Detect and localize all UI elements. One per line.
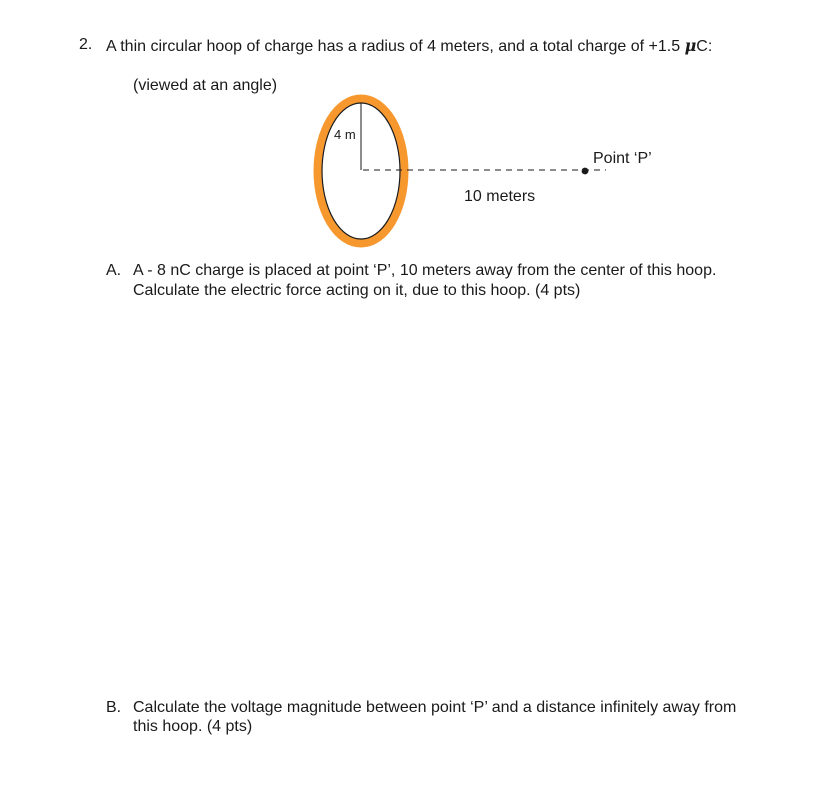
part-b-line-2: this hoop. (4 pts) <box>133 718 253 735</box>
point-p-dot <box>582 168 589 175</box>
part-b-letter: B. <box>106 699 122 716</box>
point-p-label: Point ‘P’ <box>593 150 652 167</box>
part-a-letter: A. <box>106 262 122 279</box>
microcoulomb-c: C: <box>696 38 713 55</box>
part-b-line-1: Calculate the voltage magnitude between point ‘P’ and a distance infinitely away from <box>133 699 737 716</box>
question-text-main: A thin circular hoop of charge has a radius of 4 meters, and a total charge of +1.5 <box>106 38 685 55</box>
distance-label: 10 meters <box>464 188 536 205</box>
question-number: 2. <box>79 36 93 53</box>
microcoulomb-mu: μ <box>684 36 697 55</box>
part-a-line-1: A - 8 nC charge is placed at point ‘P’, 10 meters away from the center of this hoop. <box>133 262 717 279</box>
radius-label: 4 m <box>334 127 356 142</box>
part-a-line-2: Calculate the electric force acting on it, due to this hoop. (4 pts) <box>133 282 581 299</box>
view-angle-note: (viewed at an angle) <box>133 77 278 94</box>
